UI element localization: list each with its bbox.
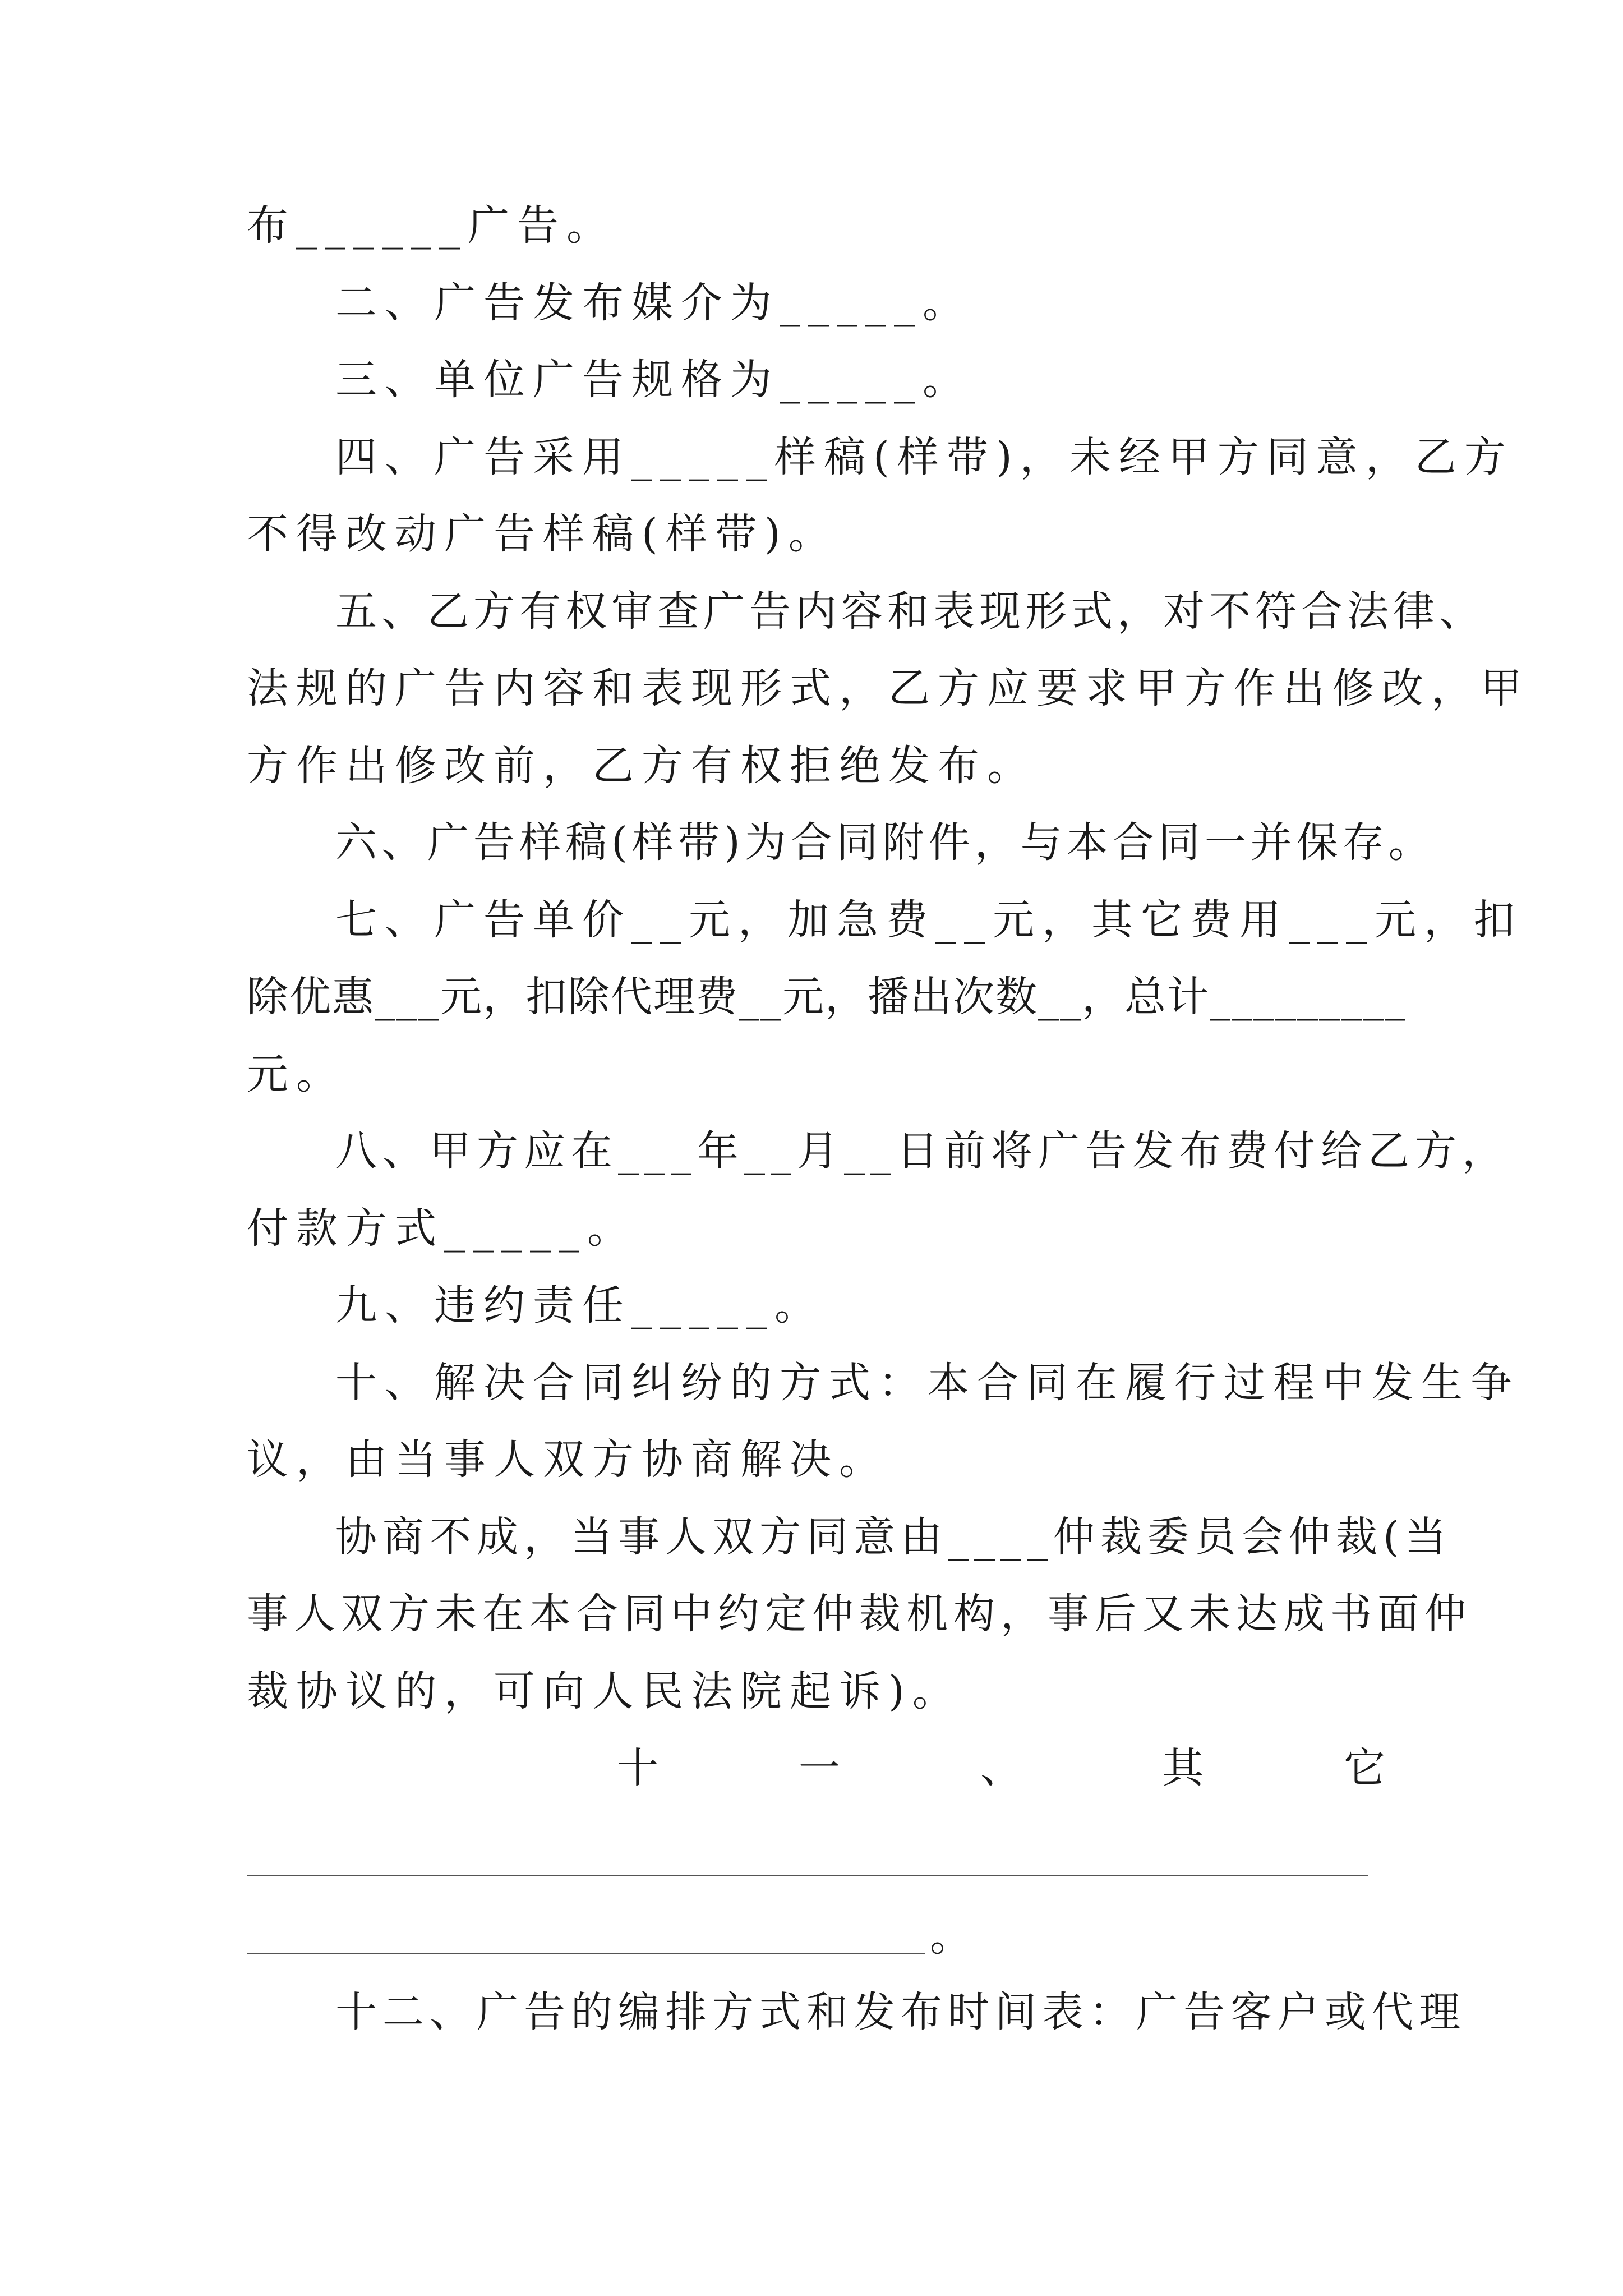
heading-char: 、 <box>980 1744 1022 1792</box>
clause-10-dispute: 十、解决合同纠纷的方式：本合同在履行过程中发生争 <box>335 1359 1520 1407</box>
clause-10-arbitration: 协商不成，当事人双方同意由____仲裁委员会仲裁(当 <box>335 1513 1452 1561</box>
contract-line: 付款方式_____。 <box>247 1204 637 1253</box>
blank-fill-line <box>247 1953 925 1954</box>
contract-line: 除优惠___元，扣除代理费__元，播出次数__，总计_________ <box>247 973 1407 1021</box>
clause-9-liability: 九、违约责任_____。 <box>335 1281 824 1329</box>
contract-line: 事人双方未在本合同中约定仲裁机构，事后又未达成书面仲 <box>247 1590 1472 1638</box>
clause-5-review: 五、乙方有权审查广告内容和表现形式，对不符合法律、 <box>335 587 1485 636</box>
contract-line: 议，由当事人双方协商解决。 <box>247 1435 888 1484</box>
contract-line: 不得改动广告样稿(样带)。 <box>247 510 838 558</box>
contract-line: 布______广告。 <box>247 201 616 250</box>
clause-11-period: 。 <box>930 1912 979 1961</box>
heading-char: 十 <box>617 1744 658 1792</box>
clause-7-price: 七、广告单价__元，加急费__元，其它费用___元，扣 <box>335 896 1523 944</box>
clause-6-attachment: 六、广告样稿(样带)为合同附件，与本合同一并保存。 <box>335 818 1435 867</box>
contract-line: 元。 <box>247 1050 345 1098</box>
heading-char: 其 <box>1162 1744 1204 1792</box>
contract-line: 方作出修改前，乙方有权拒绝发布。 <box>247 742 1036 790</box>
contract-line: 裁协议的，可向人民法院起诉)。 <box>247 1667 962 1715</box>
heading-char: 一 <box>799 1744 840 1792</box>
clause-8-payment: 八、甲方应在___年__月__日前将广告发布费付给乙方， <box>335 1127 1509 1175</box>
clause-2-media: 二、广告发布媒介为_____。 <box>335 279 972 327</box>
heading-char: 它 <box>1344 1744 1385 1792</box>
clause-11-heading <box>617 1744 1385 1792</box>
clause-4-sample: 四、广告采用_____样稿(样带)，未经甲方同意，乙方 <box>335 433 1514 481</box>
clause-12-schedule: 十二、广告的编排方式和发布时间表：广告客户或代理 <box>335 1988 1466 2036</box>
blank-fill-line <box>247 1875 1368 1876</box>
contract-line: 法规的广告内容和表现形式，乙方应要求甲方作出修改，甲 <box>247 664 1530 712</box>
clause-3-spec: 三、单位广告规格为_____。 <box>335 356 972 404</box>
